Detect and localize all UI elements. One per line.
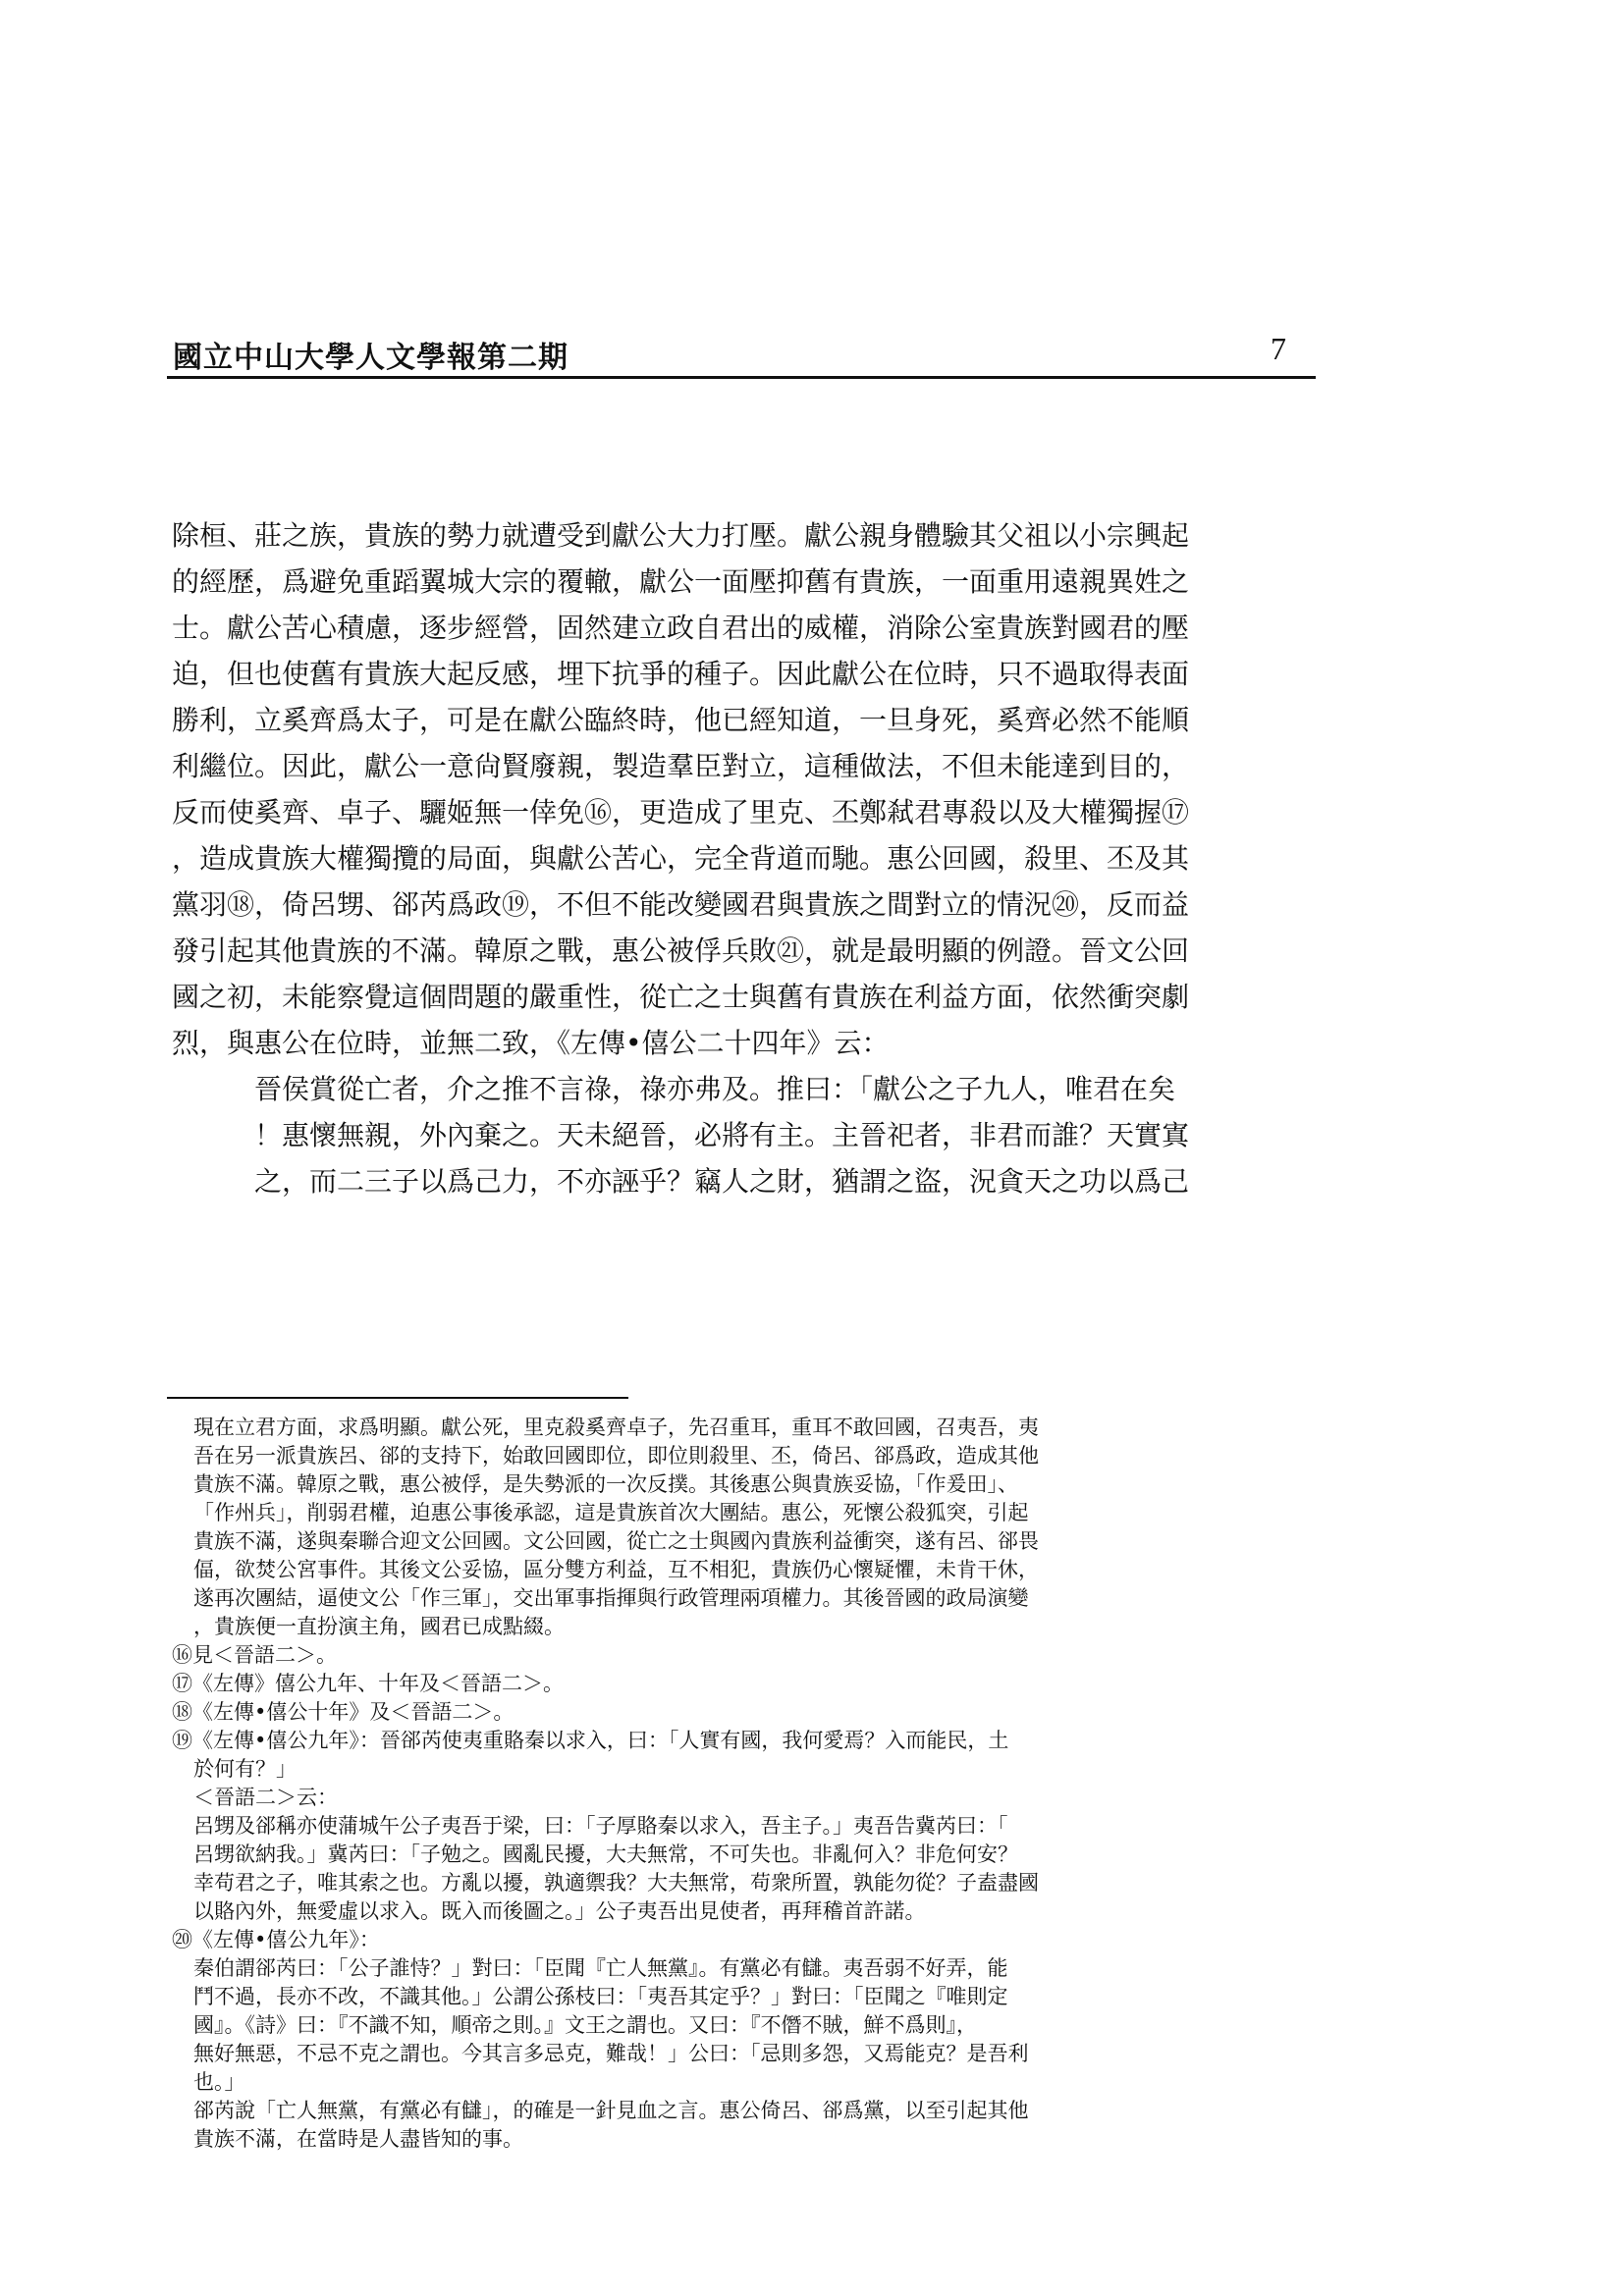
footnote-line: ⑰《左傳》僖公九年、十年及＜晉語二＞。 — [172, 1672, 564, 1695]
text-line: 勝利，立奚齊爲太子，可是在獻公臨終時，他已經知道，一旦身死，奚齊必然不能順 — [172, 704, 1190, 736]
footnote-line: 幸苟君之子，唯其索之也。方亂以擾，孰適禦我？大夫無常，苟衆所置，孰能勿從？子盍盡國 — [193, 1871, 1039, 1895]
footnotes — [172, 1414, 1281, 2154]
journal-title: 國立中山大學人文學報第二期 — [173, 341, 568, 375]
text-line: 黨羽⑱，倚呂甥、郤芮爲政⑲，不但不能改變國君與貴族之間對立的情況⑳，反而益 — [172, 888, 1190, 921]
footnote-line: 秦伯謂郤芮曰：「公子誰恃？」對曰：「臣聞『亡人無黨』。有黨必有讎。夷吾弱不好弄，能 — [193, 1956, 1008, 1980]
footnote-line: 「作州兵」，削弱君權，迫惠公事後承認，這是貴族首次大團結。惠公，死懷公殺狐突，引起 — [193, 1501, 1029, 1524]
footnote-line: 無好無惡，不忌不克之謂也。今其言多忌克，難哉！」公曰：「忌則多怨，又焉能克？是吾利 — [193, 2042, 1029, 2065]
footnote-line: 遂再次團結，逼使文公「作三軍」，交出軍事指揮與行政管理兩項權力。其後晉國的政局演變 — [193, 1586, 1029, 1610]
text-line: 士。獻公苦心積慮，逐步經營，固然建立政自君出的威權，消除公室貴族對國君的壓 — [172, 612, 1190, 644]
text-line: 反而使奚齊、卓子、驪姬無一倖免⑯，更造成了里克、丕鄭弒君專殺以及大權獨握⑰ — [172, 796, 1190, 828]
footnote-line: 鬥不過，長亦不改，不識其他。」公謂公孫枝曰：「夷吾其定乎？」對曰：「臣聞之『唯則定 — [193, 1985, 1008, 2008]
text-line: 的經歷，爲避免重蹈翼城大宗的覆轍，獻公一面壓抑舊有貴族，一面重用遠親異姓之 — [172, 565, 1190, 598]
text-line: 發引起其他貴族的不滿。韓原之戰，惠公被俘兵敗㉑，就是最明顯的例證。晉文公回 — [172, 934, 1190, 967]
footnote-line: 貴族不滿，遂與秦聯合迎文公回國。文公回國，從亡之士與國內貴族利益衝突，遂有呂、郤畏 — [193, 1529, 1039, 1553]
footnote-line: 國』。《詩》曰：『不識不知，順帝之則。』文王之謂也。又曰：『不僭不賊，鮮不爲則』， — [193, 2013, 977, 2037]
text-line: 利繼位。因此，獻公一意尙賢廢親，製造羣臣對立，這種做法，不但未能達到目的， — [172, 750, 1190, 782]
footnote-line: 呂甥欲納我。」冀芮曰：「子勉之。國亂民擾，大夫無常，不可失也。非亂何入？非危何安？ — [193, 1842, 1018, 1866]
running-header — [167, 331, 1316, 380]
footnote-line: 現在立君方面，求爲明顯。獻公死，里克殺奚齊卓子，先召重耳，重耳不敢回國，召夷吾，夷 — [193, 1415, 1039, 1439]
quote-line: 晉侯賞從亡者，介之推不言祿，祿亦弗及。推曰：「獻公之子九人，唯君在矣 — [254, 1073, 1176, 1105]
page-number: 7 — [1271, 331, 1286, 366]
header-rule — [167, 376, 1316, 379]
footnote-line: 貴族不滿。韓原之戰，惠公被俘，是失勢派的一次反撲。其後惠公與貴族妥協，「作爰田」、 — [193, 1472, 1018, 1496]
footnote-line: 郤芮說「亡人無黨，有黨必有讎」，的確是一針見血之言。惠公倚呂、郤爲黨，以至引起其他 — [193, 2099, 1029, 2122]
footnote-line: 呂甥及郤稱亦使蒲城午公子夷吾于梁，曰：「子厚賂秦以求入，吾主子。」夷吾告冀芮曰：「 — [193, 1814, 1008, 1838]
footnote-line: 於何有？」 — [193, 1757, 297, 1781]
footnote-line: 以賂內外，無愛虛以求入。既入而後圖之。」公子夷吾出見使者，再拜稽首許諾。 — [193, 1899, 926, 1923]
text-line: 除桓、莊之族，貴族的勢力就遭受到獻公大力打壓。獻公親身體驗其父祖以小宗興起 — [172, 519, 1190, 552]
quote-line: 之，而二三子以爲己力，不亦誣乎？竊人之財，猶謂之盜，況貪天之功以爲己 — [254, 1165, 1190, 1198]
footnote-line: 貴族不滿，在當時是人盡皆知的事。 — [193, 2127, 523, 2151]
footnote-rule — [167, 1397, 628, 1399]
quote-line: ！惠懷無親，外內棄之。天未絕晉，必將有主。主晉祀者，非君而誰？天實寘 — [254, 1119, 1190, 1151]
text-line: 國之初，未能察覺這個問題的嚴重性，從亡之士與舊有貴族在利益方面，依然衝突劇 — [172, 981, 1190, 1013]
main-text — [172, 512, 1272, 1204]
footnote-line: ，貴族便一直扮演主角，國君已成點綴。 — [193, 1615, 565, 1638]
text-line: 烈，與惠公在位時，並無二致，《左傳•僖公二十四年》云： — [172, 1027, 890, 1059]
footnote-line: ⑯見＜晉語二＞。 — [172, 1643, 337, 1667]
footnote-line: ⑳《左傳•僖公九年》： — [172, 1928, 380, 1951]
text-line: 迫，但也使舊有貴族大起反感，埋下抗爭的種子。因此獻公在位時，只不過取得表面 — [172, 658, 1190, 690]
footnote-line: 也。」 — [193, 2070, 245, 2094]
footnote-line: 吾在另一派貴族呂、郤的支持下，始敢回國即位，即位則殺里、丕，倚呂、郤爲政，造成其他 — [193, 1444, 1039, 1468]
footnote-line: ⑲《左傳•僖公九年》：晉郤芮使夷重賂秦以求入，曰：「人實有國，我何愛焉？入而能民，土 — [172, 1729, 1009, 1752]
footnote-line: ＜晉語二＞云： — [193, 1786, 338, 1809]
footnote-line: ⑱《左傳•僖公十年》及＜晉語二＞。 — [172, 1700, 514, 1724]
footnote-line: 偪，欲焚公宮事件。其後文公妥協，區分雙方利益，互不相犯，貴族仍心懷疑懼，未肯干休， — [193, 1558, 1039, 1581]
text-line: ，造成貴族大權獨攬的局面，與獻公苦心，完全背道而馳。惠公回國，殺里、丕及其 — [172, 842, 1190, 875]
